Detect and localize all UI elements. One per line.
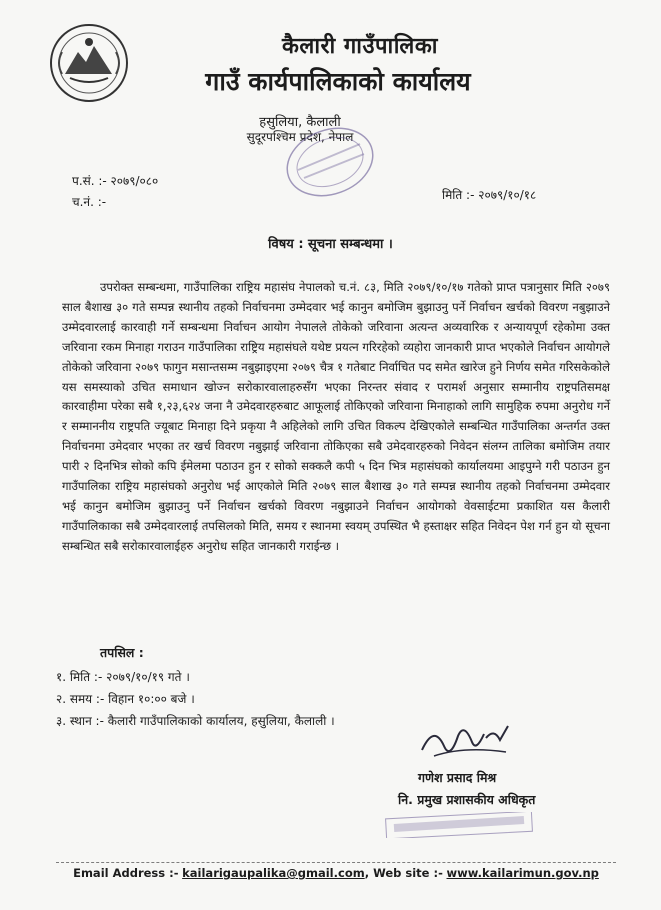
address-line-1: हसुलिया, कैलाली: [259, 115, 341, 130]
signatory-title: नि. प्रमुख प्रशासकीय अधिकृत: [398, 792, 536, 807]
subject-line: विषय : सूचना सम्बन्धमा ।: [268, 237, 393, 252]
details-item-place: ३. स्थान :- कैलारी गाउँपालिकाको कार्यालय, हसुलिया, कैलाली ।: [56, 714, 335, 728]
details-heading: तपसिल :: [100, 645, 144, 660]
website-link[interactable]: www.kailarimun.gov.np: [446, 866, 599, 880]
email-label: Email Address :-: [73, 866, 179, 880]
dispatch-number: च.नं. :-: [72, 195, 107, 209]
details-item-time: २. समय :- विहान १०:०० बजे ।: [56, 692, 195, 706]
notice-body: उपरोक्त सम्बन्धमा, गाउँपालिका राष्ट्रिय महासंघ नेपालको च.नं. ८३, मिति २०७९/१०/१७ गतेको प्राप्त पत्रानुसार मिति २०७९ साल बैशाख ३० गते सम्पन्न स्थानीय तहको निर्वाचनमा उम्मेदवार भई कानुन बमोजिम बुझाउनु पर्ने निर्वाचन खर्चको विवरण नबुझाउने उम्मेदवारलाई कारवाही गर्ने सम्बन्धमा निर्वाचन आयोग नेपालले तोकेको जरिवाना अत्यन्त अव्यवारिक र अन्यायपूर्ण रहेकोमा उक्त जरिवाना रकम मिनाहा गराउन गाउँपालिका राष्ट्रिय महासंघले यथेष्ट प्रयत्न गरिरहेको व्यहोरा जानकारी प्राप्त भएकोले निर्वाचन आयोगले तोकेको जरिवाना २०७९ फागुन मसान्तसम्म नबुझाइएमा २०७९ चैत्र १ गतेबाट निर्वाचित पद समेत खारेज हुने निर्णय समेत गरिसकेकोले यस समस्याको उचित समाधान खोज्न सरोकारवालाहरुसँग भएका निरन्तर संवाद र परामर्श अनुसार सम्मानीय राष्ट्रपतिसमक्ष कारवाहीमा परेका सबै १,२३,६२४ जना नै उमेदवारहरुबाट आफूलाई तोकिएको जरिवाना मिनाहाको लागि सामुहिक रुपमा अनुरोध गर्ने र सम्माननीय राष्ट्रपति ज्यूबाट मिनाहा दिने प्रकृया नै अहिलेको लागि उचित विकल्प देखिएकोले सम्बन्धित गाउँपालिका अन्तर्गत उक्त निर्वाचनमा उमेदवार भएका तर खर्च विवरण नबुझाई जरिवाना तोकिएका सबै उमेदवारहरुको निवेदन संलग्न तालिका बमोजिम तयार पारी २ दिनभित्र सोको कपि ईमेलमा पठाउन हुन र सोको सक्कलै कपी ५ दिन भित्र महासंघको कार्यालयमा आइपुग्ने गरी पठाउन हुन गाउँपालिका राष्ट्रिय महासंघको अनुरोध भई आएकोले मिति २०७९ साल बैशाख ३० गते सम्पन्न स्थानीय तहको निर्वाचनमा उम्मेदवार भई कानुन बमोजिम बुझाउनु पर्ने निर्वाचन खर्चको विवरण नबुझाउने निर्वाचन आयोगको वेवसाईटमा प्रकाशित यस कैलारी गाउँपालिकाका सबै उम्मेदवारलाई तपसिलको मिति, समय र स्थानमा स्वयम् उपस्थित भै हस्ताक्षर सहित निवेदन पेश गर्न हुन यो सूचना सम्बन्धित सबै सरोकारवालाईहरु अनुरोध सहित जानकारी गराईन्छ ।: [62, 280, 610, 553]
website-label: , Web site :-: [364, 866, 443, 880]
signatory-name: गणेश प्रसाद मिश्र: [418, 770, 497, 785]
org-name: कैलारी गाउँपालिका: [282, 34, 438, 59]
nepal-emblem-icon: [48, 22, 130, 104]
signature-icon: [414, 716, 514, 764]
details-list: [56, 666, 335, 732]
letter-date: मिति :- २०७९/१०/१८: [442, 188, 537, 202]
office-name: गाउँ कार्यपालिकाको कार्यालय: [205, 67, 471, 96]
details-item-date: १. मिति :- २०७९/१०/१९ गते ।: [56, 670, 190, 684]
footer-divider: [56, 862, 616, 863]
signatory-stamp-icon: [384, 812, 536, 838]
email-link[interactable]: kailarigaupalika@gmail.com: [182, 866, 365, 880]
footer-contact: [56, 866, 616, 880]
office-stamp-icon: [268, 122, 398, 202]
address-line-2: सुदूरपश्चिम प्रदेश, नेपाल: [246, 130, 354, 144]
reference-number: प.सं. :- २०७९/०८०: [72, 174, 159, 188]
